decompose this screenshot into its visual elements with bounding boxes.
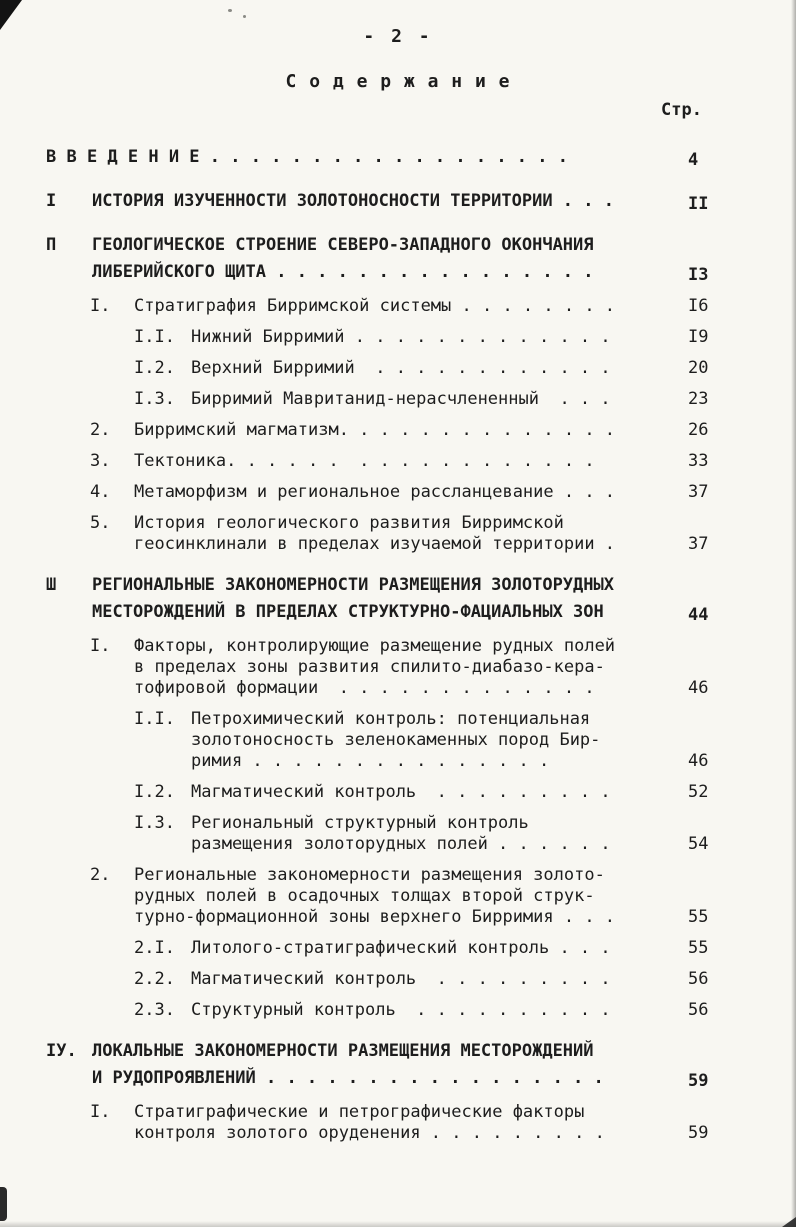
- scan-artifact-corner-bottom-left: [0, 1187, 7, 1221]
- toc-entry-page-number: 59: [688, 1123, 709, 1143]
- toc-entry-number: Ш: [46, 575, 57, 595]
- toc-entry: [46, 938, 746, 959]
- toc-entry-number: I.I.: [134, 709, 175, 729]
- toc-entry: [46, 636, 746, 699]
- toc-entry-page-number: 56: [688, 969, 709, 989]
- toc-entry: [46, 420, 746, 441]
- toc-entry: [46, 572, 746, 626]
- page-number-header: - 2 -: [363, 26, 433, 47]
- toc-entry-text: [191, 969, 678, 990]
- toc-entry-line: В В Е Д Е Н И Е . . . . . . . . . . . . . . . . . .: [46, 147, 568, 167]
- toc-entry-number: I.: [90, 296, 111, 316]
- toc-entry-page-number: 56: [688, 1000, 709, 1020]
- toc-entry-number: I.: [90, 1102, 111, 1122]
- toc-entry: [46, 513, 746, 555]
- toc-entry-line: Стратиграфия Бирримской системы . . . . . . . .: [134, 296, 616, 316]
- toc-entry-line: золотоносность зеленокаменных пород Бир-: [191, 730, 601, 750]
- toc-entry-page-number: 55: [688, 938, 709, 958]
- toc-entry-text: [92, 1038, 678, 1092]
- toc-entry-page-number: II: [688, 194, 709, 214]
- toc-entry-line: Структурный контроль . . . . . . . . . .: [191, 1000, 611, 1020]
- toc-entry-text: [191, 782, 678, 803]
- toc-entry-text: [134, 451, 678, 472]
- toc-entry: [46, 296, 746, 317]
- toc-entry-line: размещения золоторудных полей . . . . . .: [191, 834, 611, 854]
- toc-entry-page-number: 44: [688, 605, 709, 625]
- toc-entry-text: [92, 232, 678, 286]
- toc-entry: [46, 1000, 746, 1021]
- toc-entry-line: ИСТОРИЯ ИЗУЧЕННОСТИ ЗОЛОТОНОСНОСТИ ТЕРРИТОРИИ . . .: [92, 191, 614, 211]
- scan-speck: [228, 9, 232, 12]
- toc-entry-line: Факторы, контролирующие размещение рудных полей: [134, 636, 616, 656]
- toc-entry: [46, 1102, 746, 1144]
- toc-entry-number: I.3.: [134, 813, 175, 833]
- toc-entry-number: I.2.: [134, 782, 175, 802]
- toc-entry: [46, 389, 746, 410]
- toc-entry-text: [134, 865, 678, 928]
- toc-entry-number: I: [46, 191, 57, 211]
- toc-entry-line: Литолого-стратиграфический контроль . . .: [191, 938, 611, 958]
- toc-entry-page-number: 4: [688, 150, 699, 170]
- toc-entry-number: 2.: [90, 420, 111, 440]
- toc-title: С о д е р ж а н и е: [285, 71, 511, 92]
- toc-entry-line: Бирримский магматизм. . . . . . . . . . . . . .: [134, 420, 616, 440]
- toc-entry: [46, 188, 746, 215]
- toc-entry-text: [191, 389, 678, 410]
- toc-entry-text: [134, 513, 678, 555]
- toc-entry-text: [92, 572, 678, 626]
- toc-entry-text: [191, 358, 678, 379]
- toc-entry-line: Тектоника. . . . . . . . . . . . . . . . . .: [134, 451, 595, 471]
- toc-entry-text: [191, 813, 678, 855]
- toc-entry-line: Верхний Бирримий . . . . . . . . . . . .: [191, 358, 611, 378]
- toc-entry-line: геосинклинали в пределах изучаемой территории .: [134, 534, 616, 554]
- toc-entry-line: тофировой формации . . . . . . . . . . . . .: [134, 678, 595, 698]
- toc-entry-number: I.2.: [134, 358, 175, 378]
- toc-entry-line: Региональный структурный контроль: [191, 813, 529, 833]
- toc-entry: [46, 969, 746, 990]
- toc-entry: [46, 482, 746, 503]
- toc-entry: [46, 709, 746, 772]
- scan-edge-shadow-right: [791, 0, 796, 1227]
- toc-entry: [46, 144, 746, 171]
- toc-entry: [46, 782, 746, 803]
- toc-entry-text: [92, 188, 678, 215]
- toc-entry-number: 3.: [90, 451, 111, 471]
- toc-entry-text: [134, 636, 678, 699]
- toc-entry-number: IУ.: [46, 1041, 77, 1061]
- toc-entry-line: Региональные закономерности размещения золото-: [134, 865, 605, 885]
- toc-entry-page-number: 46: [688, 751, 709, 771]
- scan-edge-shadow-bottom: [0, 1221, 796, 1227]
- toc-entry-page-number: 20: [688, 358, 709, 378]
- toc-entry-number: 2.I.: [134, 938, 175, 958]
- toc-entry-number: 2.2.: [134, 969, 175, 989]
- toc-entry-line: И РУДОПРОЯВЛЕНИЙ . . . . . . . . . . . . . . . . .: [92, 1068, 604, 1088]
- toc-entry-page-number: I9: [688, 327, 709, 347]
- toc-entry-number: 2.3.: [134, 1000, 175, 1020]
- toc-entry-text: [134, 296, 678, 317]
- toc-entry-text: [191, 327, 678, 348]
- toc-entry-number: П: [46, 235, 57, 255]
- toc-entry-line: РЕГИОНАЛЬНЫЕ ЗАКОНОМЕРНОСТИ РАЗМЕЩЕНИЯ ЗОЛОТОРУДНЫХ: [92, 575, 614, 595]
- toc-entry-number: 2.: [90, 865, 111, 885]
- toc-entry-text: [191, 938, 678, 959]
- toc-entry-page-number: 26: [688, 420, 709, 440]
- toc-entry-line: Метаморфизм и региональное рассланцевание . . .: [134, 482, 616, 502]
- toc-entry-number: 5.: [90, 513, 111, 533]
- toc-entry-line: Петрохимический контроль: потенциальная: [191, 709, 591, 729]
- toc-entry-line: Магматический контроль . . . . . . . . .: [191, 969, 611, 989]
- toc-entry-number: I.I.: [134, 327, 175, 347]
- toc-entry-line: рудных полей в осадочных толщах второй струк-: [134, 886, 595, 906]
- toc-entry-text: [134, 482, 678, 503]
- toc-entry-page-number: 33: [688, 451, 709, 471]
- toc-entry-page-number: I3: [688, 265, 709, 285]
- toc-entry-page-number: 37: [688, 534, 709, 554]
- toc-entry-line: Нижний Бирримий . . . . . . . . . . . . .: [191, 327, 611, 347]
- toc-entry-text: [46, 144, 678, 171]
- toc-entry-line: турно-формационной зоны верхнего Бирримия . . .: [134, 907, 616, 927]
- toc-entry-line: Стратиграфические и петрографические факторы: [134, 1102, 585, 1122]
- toc-entry-line: История геологического развития Бирримской: [134, 513, 564, 533]
- toc-entry-line: Бирримий Мавританид-нерасчлененный . . .: [191, 389, 611, 409]
- toc-entry: [46, 813, 746, 855]
- toc-entry-line: ЛИБЕРИЙСКОГО ЩИТА . . . . . . . . . . . . . . . .: [92, 262, 594, 282]
- toc-entry-page-number: 54: [688, 834, 709, 854]
- toc-entry: [46, 865, 746, 928]
- page-column-header: Стр.: [661, 100, 702, 120]
- toc-entry-page-number: 59: [688, 1071, 709, 1091]
- toc-entry-page-number: 52: [688, 782, 709, 802]
- toc-entry-page-number: I6: [688, 296, 709, 316]
- toc-entry-page-number: 23: [688, 389, 709, 409]
- toc-entry-text: [191, 1000, 678, 1021]
- toc-entry-page-number: 46: [688, 678, 709, 698]
- toc-entry-line: МЕСТОРОЖДЕНИЙ В ПРЕДЕЛАХ СТРУКТУРНО-ФАЦИАЛЬНЫХ ЗОН: [92, 602, 604, 622]
- toc-entry-line: ГЕОЛОГИЧЕСКОЕ СТРОЕНИЕ СЕВЕРО-ЗАПАДНОГО ОКОНЧАНИЯ: [92, 235, 594, 255]
- toc-list: [0, 120, 796, 1144]
- toc-entry-line: римия . . . . . . . . . . . . . . .: [191, 751, 550, 771]
- toc-entry-number: I.3.: [134, 389, 175, 409]
- scan-speck: [243, 15, 246, 18]
- toc-entry-line: в пределах зоны развития спилито-диабазо-кера-: [134, 657, 605, 677]
- toc-entry-line: ЛОКАЛЬНЫЕ ЗАКОНОМЕРНОСТИ РАЗМЕЩЕНИЯ МЕСТОРОЖДЕНИЙ: [92, 1041, 594, 1061]
- toc-entry-line: Магматический контроль . . . . . . . . .: [191, 782, 611, 802]
- toc-entry: [46, 232, 746, 286]
- toc-entry-page-number: 55: [688, 907, 709, 927]
- toc-entry: [46, 1038, 746, 1092]
- toc-entry-number: I.: [90, 636, 111, 656]
- toc-entry-number: 4.: [90, 482, 111, 502]
- toc-entry: [46, 327, 746, 348]
- toc-entry-line: контроля золотого оруденения . . . . . . . . .: [134, 1123, 605, 1143]
- toc-entry-text: [191, 709, 678, 772]
- toc-entry-text: [134, 420, 678, 441]
- toc-entry-page-number: 37: [688, 482, 709, 502]
- toc-entry: [46, 451, 746, 472]
- toc-entry: [46, 358, 746, 379]
- toc-entry-text: [134, 1102, 678, 1144]
